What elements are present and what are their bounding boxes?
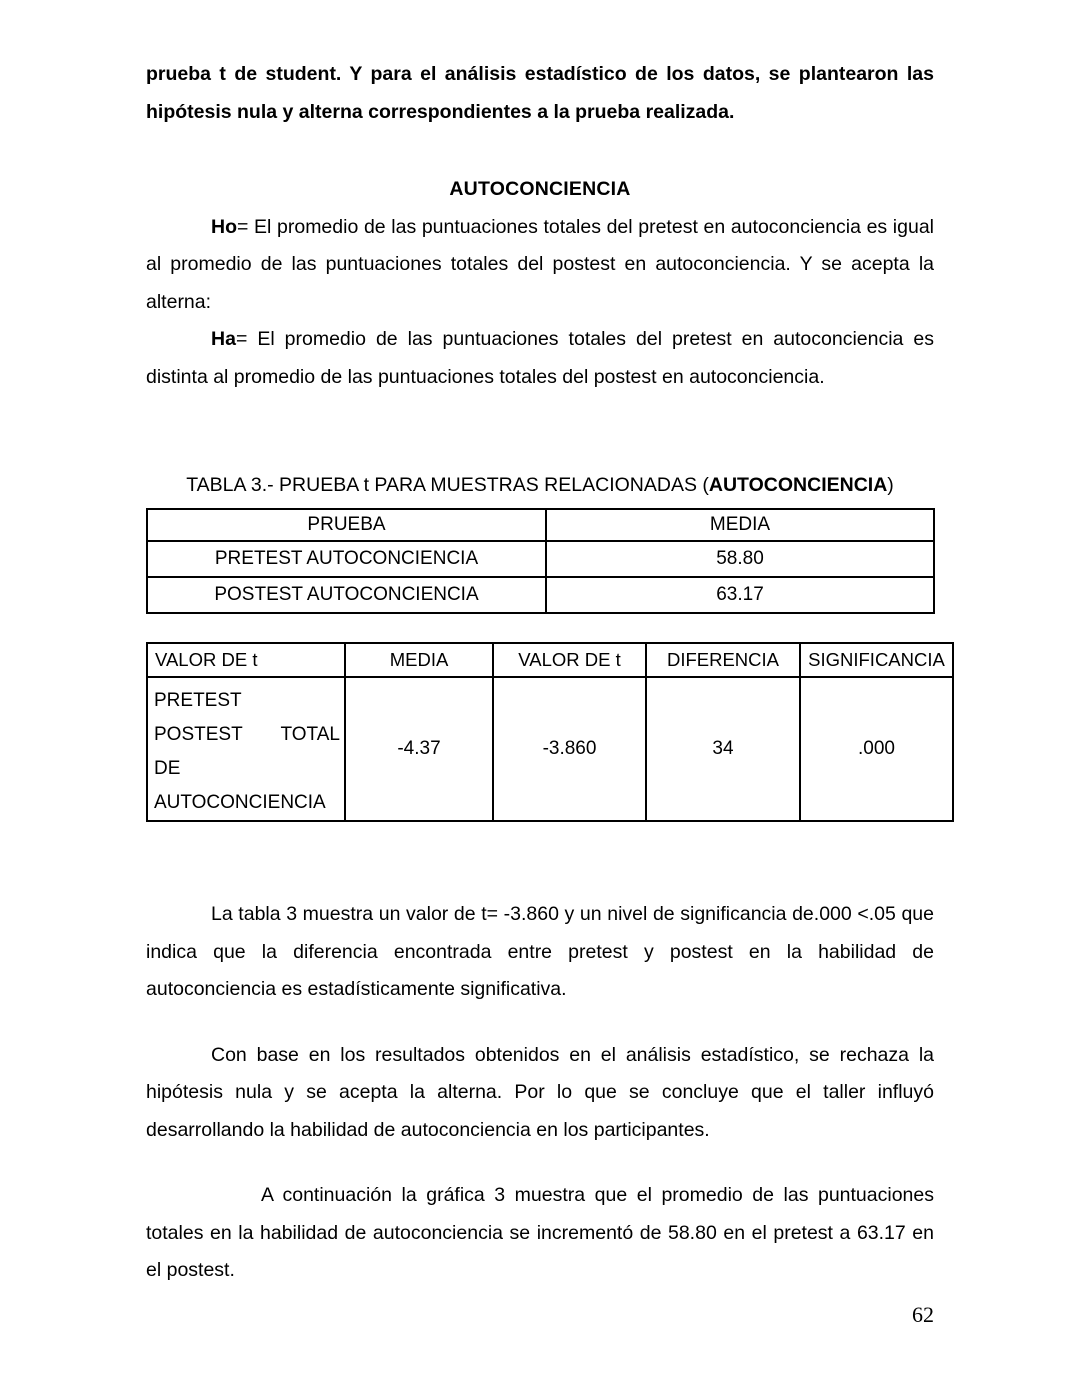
table4-header-media: MEDIA — [345, 643, 493, 677]
table4-row-label — [147, 677, 345, 821]
table-row — [147, 577, 934, 613]
table4-row-label-line1: POSTEST TOTAL — [154, 724, 340, 745]
table4-row-significancia: .000 — [800, 677, 953, 821]
table4-row-media: -4.37 — [345, 677, 493, 821]
table3-header-prueba: PRUEBA — [147, 509, 546, 541]
table4-row-label-line0: PRETEST — [154, 690, 242, 711]
table4-header-valor-de-t-2: VALOR DE t — [493, 643, 646, 677]
spacer-before-next — [146, 1149, 934, 1177]
table3-row0-media: 58.80 — [546, 541, 934, 577]
intro-paragraph: prueba t de student. Y para el análisis estadístico de los datos, se plantearon las hipótesis nula y alterna correspondientes a la prueba realizada. — [146, 63, 934, 123]
hypothesis-alt-text: = El promedio de las puntuaciones totales del pretest en autoconciencia es distinta al promedio de las puntuaciones totales del postest en autoconciencia. — [146, 328, 934, 388]
spacer-after-table4 — [146, 822, 934, 878]
spacer-after-intro — [146, 131, 934, 171]
page-number: 62 — [912, 1302, 934, 1327]
table4-header-row — [147, 643, 953, 677]
section-title-autoconciencia: AUTOCONCIENCIA — [449, 178, 631, 200]
table3-header-row — [147, 509, 934, 541]
spacer-before-table3-b — [146, 452, 934, 470]
top-margin-spacer — [146, 0, 934, 56]
table-row — [147, 677, 953, 821]
hypothesis-null-label: Ho — [211, 215, 237, 238]
spacer-after-table4-b — [146, 878, 934, 896]
spacer-before-table3 — [146, 396, 934, 452]
table-row — [147, 541, 934, 577]
spacer-between-tables — [146, 614, 934, 642]
table4-valor-de-t — [146, 642, 954, 822]
table4-row-label-line2: DE — [154, 758, 181, 779]
table3-prueba-media — [146, 508, 935, 614]
table4-row-diferencia: 34 — [646, 677, 800, 821]
table3-row0-prueba: PRETEST AUTOCONCIENCIA — [147, 541, 546, 577]
table3-row1-prueba: POSTEST AUTOCONCIENCIA — [147, 577, 546, 613]
table3-caption — [146, 470, 934, 500]
table3-header-media: MEDIA — [546, 509, 934, 541]
hypothesis-alt-label: Ha — [211, 328, 236, 350]
page-content — [146, 0, 945, 1290]
table3-row1-media: 63.17 — [546, 577, 934, 613]
table4-header-valor-de-t: VALOR DE t — [147, 643, 345, 677]
next-graph-paragraph: A continuación la gráfica 3 muestra que el promedio de las puntuaciones totales en la habilidad de autoconciencia se incrementó de 58.80 en el pretest a 63.17 en el postest. — [146, 1184, 934, 1281]
table4-row-label-line3: AUTOCONCIENCIA — [154, 792, 326, 813]
hypothesis-null-paragraph — [146, 209, 934, 322]
conclusion-paragraph: Con base en los resultados obtenidos en el análisis estadístico, se rechaza la hipótesis nula y se acepta la alterna. Por lo que se concluye que el taller influyó desarrollando la habilidad de autoconciencia en los participantes. — [146, 1043, 934, 1141]
table4-header-diferencia: DIFERENCIA — [646, 643, 800, 677]
table4-row-valor-de-t: -3.860 — [493, 677, 646, 821]
hypothesis-null-text: = El promedio de las puntuaciones totales del pretest en autoconciencia es igual al promedio de las puntuaciones totales del postest en autoconciencia. Y se acepta la alterna: — [146, 215, 934, 313]
table4-header-significancia: SIGNIFICANCIA — [800, 643, 953, 677]
table3-caption-suffix: ) — [887, 474, 894, 496]
results-paragraph: La tabla 3 muestra un valor de t= -3.860 y un nivel de significancia de.000 <.05 que indica que la diferencia encontrada entre pretest y postest en la habilidad de autoconciencia es estadísticamente significativa. — [146, 903, 934, 1000]
table3-caption-prefix: TABLA 3.- PRUEBA t PARA MUESTRAS RELACIONADAS ( — [186, 474, 709, 496]
spacer-before-conclusion — [146, 1009, 934, 1037]
hypothesis-alt-paragraph — [146, 321, 934, 396]
table3-caption-bold: AUTOCONCIENCIA — [708, 474, 888, 496]
